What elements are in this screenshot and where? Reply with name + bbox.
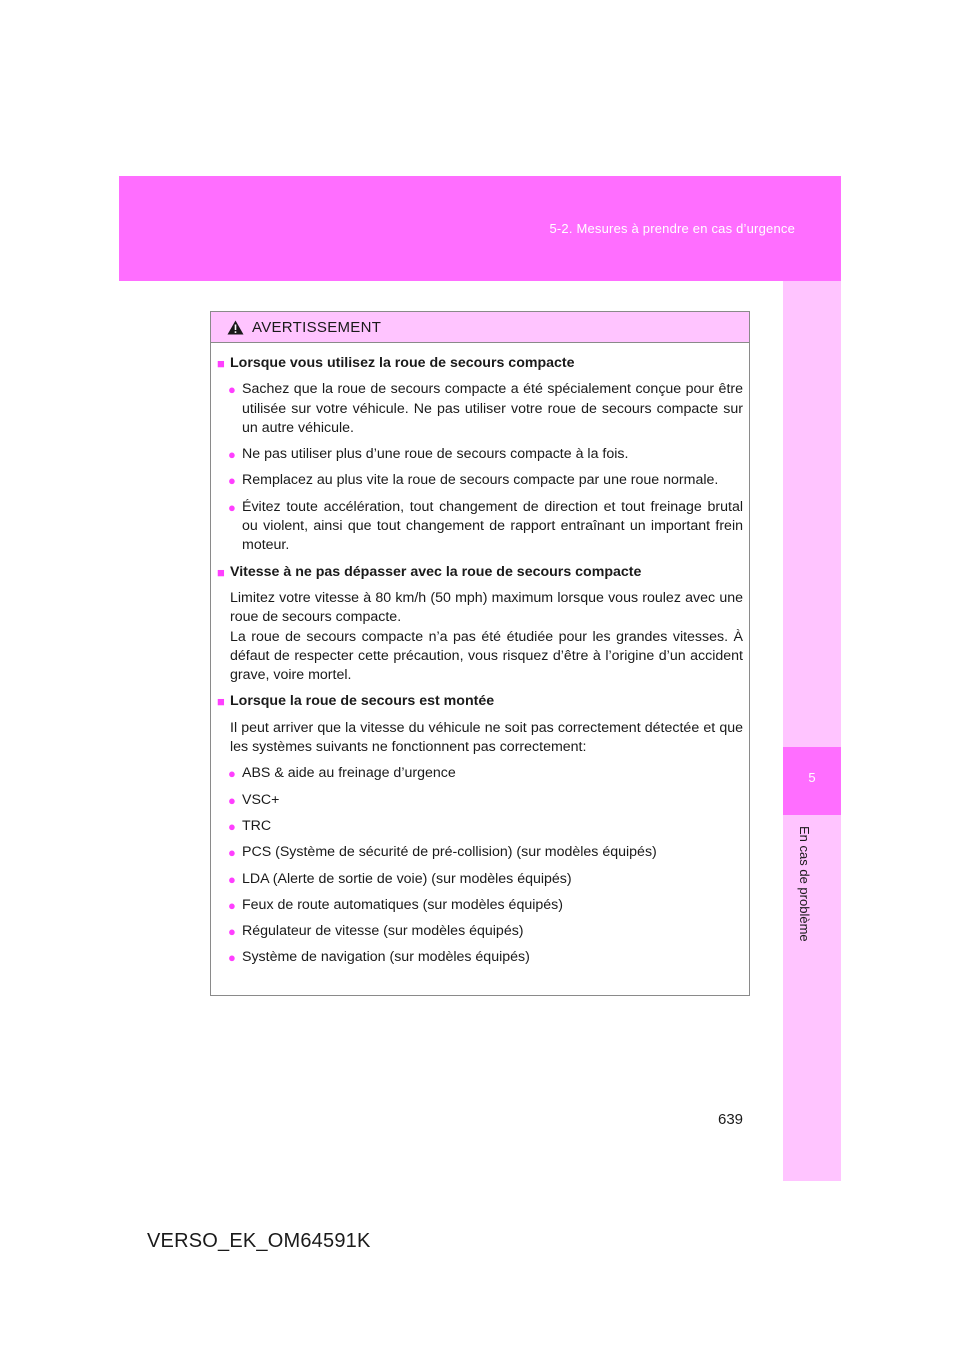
page-number: 639 [718, 1111, 744, 1128]
list-item: ● VSC+ [228, 791, 743, 810]
header-band [119, 176, 841, 281]
warning-box [210, 311, 750, 996]
warning-body [211, 343, 749, 968]
paragraph: La roue de secours compacte n’a pas été étudiée pour les grandes vitesses. À défaut de respecter cette précaution, vous risquez d’être à l’origine d’un accident grave, voire mortel. [230, 628, 743, 684]
circle-bullet-icon: ● [228, 924, 236, 940]
list-item: ● ABS & aide au freinage d’urgence [228, 764, 743, 783]
circle-bullet-icon: ● [228, 871, 236, 887]
list-item: ● Système de navigation (sur modèles équipés) [228, 948, 743, 967]
document-id: VERSO_EK_OM64591K [147, 1230, 371, 1252]
section-title: 5-2. Mesures à prendre en cas d’urgence [549, 221, 795, 236]
circle-bullet-icon: ● [228, 950, 236, 966]
section-heading: ■ Vitesse à ne pas dépasser avec la roue de secours compacte [217, 563, 743, 582]
list-item: ● PCS (Système de sécurité de pré-collision) (sur modèles équipés) [228, 843, 743, 862]
section-heading: ■ Lorsque vous utilisez la roue de secours compacte [217, 354, 743, 373]
paragraph: Il peut arriver que la vitesse du véhicule ne soit pas correctement détectée et que les systèmes suivants ne fonctionnent pas correctement: [230, 719, 743, 756]
section-heading: ■ Lorsque la roue de secours est montée [217, 692, 743, 711]
warning-header [211, 312, 749, 343]
list-item: ● Remplacez au plus vite la roue de secours compacte par une roue normale. [228, 471, 743, 490]
list-item: ● Sachez que la roue de secours compacte a été spécialement conçue pour être utilisée sur votre véhicule. Ne pas utiliser votre roue de secours compacte sur un autre véhicule. [228, 380, 743, 438]
circle-bullet-icon: ● [228, 897, 236, 913]
list-item: ● LDA (Alerte de sortie de voie) (sur modèles équipés) [228, 870, 743, 889]
list-item: ● TRC [228, 817, 743, 836]
list-item: ● Ne pas utiliser plus d’une roue de secours compacte à la fois. [228, 445, 743, 464]
circle-bullet-icon: ● [228, 845, 236, 861]
circle-bullet-icon: ● [228, 818, 236, 834]
circle-bullet-icon: ● [228, 792, 236, 808]
chapter-label: En cas de problème [797, 826, 812, 942]
paragraph: Limitez votre vitesse à 80 km/h (50 mph) maximum lorsque vous roulez avec une roue de secours compacte. [230, 589, 743, 626]
list-item: ● Régulateur de vitesse (sur modèles équipés) [228, 922, 743, 941]
square-bullet-icon: ■ [217, 694, 225, 710]
list-item: ● Feux de route automatiques (sur modèles équipés) [228, 896, 743, 915]
square-bullet-icon: ■ [217, 564, 225, 580]
list-item: ● Évitez toute accélération, tout changement de direction et tout freinage brutal ou violent, ainsi que tout changement de rapport entraînant un important frein moteur. [228, 498, 743, 556]
warning-triangle-icon [227, 320, 244, 335]
square-bullet-icon: ■ [217, 356, 225, 371]
side-tab [783, 281, 841, 1181]
circle-bullet-icon: ● [228, 473, 236, 489]
circle-bullet-icon: ● [228, 499, 236, 515]
circle-bullet-icon: ● [228, 447, 236, 463]
circle-bullet-icon: ● [228, 382, 236, 398]
warning-title: AVERTISSEMENT [252, 318, 382, 336]
circle-bullet-icon: ● [228, 766, 236, 782]
chapter-number: 5 [808, 770, 816, 785]
